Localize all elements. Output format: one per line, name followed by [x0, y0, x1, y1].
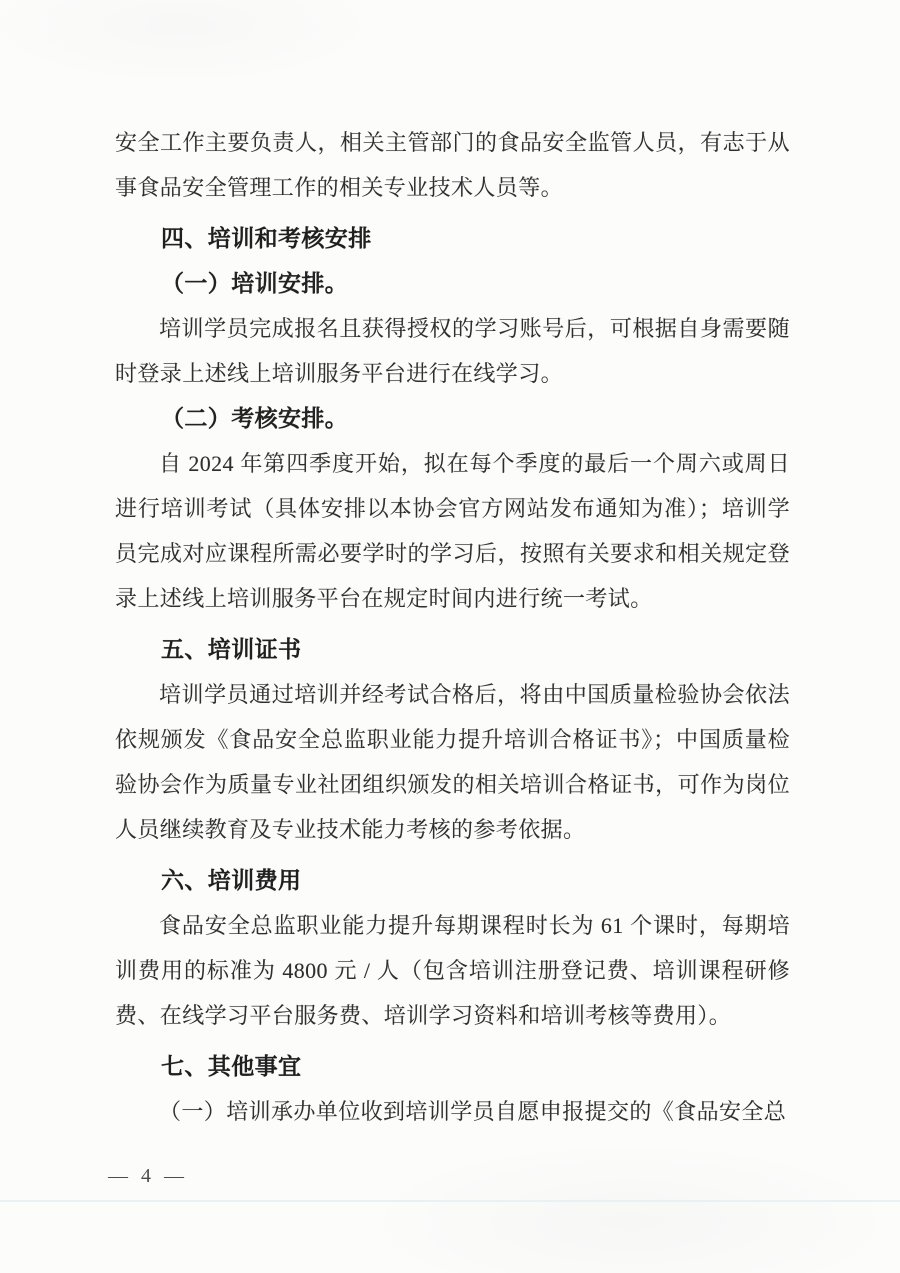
document-body: [115, 120, 790, 1134]
section-heading-other-matters: 七、其他事宜: [161, 1053, 302, 1079]
body-paragraph-training-arrangement: 培训学员完成报名且获得授权的学习账号后，可根据自身需要随时登录上述线上培训服务平台进行在线学习。: [115, 316, 790, 386]
body-paragraph-fees: 食品安全总监职业能力提升每期课程时长为 61 个课时，每期培训费用的标准为 4800 元 / 人（包含培训注册登记费、培训课程研修费、在线学习平台服务费、培训学习资料和培训考核等费用）。: [115, 913, 790, 1028]
body-paragraph-certificate: 培训学员通过培训并经考试合格后，将由中国质量检验协会依法依规颁发《食品安全总监职业能力提升培训合格证书》；中国质量检验协会作为质量专业社团组织颁发的相关培训合格证书，可作为岗位人员继续教育及专业技术能力考核的参考依据。: [115, 682, 790, 842]
paragraph-continuation: 安全工作主要负责人，相关主管部门的食品安全监管人员，有志于从事食品安全管理工作的相关专业技术人员等。: [115, 130, 790, 200]
section-heading-fees: 六、培训费用: [161, 867, 302, 893]
body-paragraph-exam-arrangement: 自 2024 年第四季度开始，拟在每个季度的最后一个周六或周日进行培训考试（具体安排以本协会官方网站发布通知为准）；培训学员完成对应课程所需必要学时的学习后，按照有关要求和相关规定登录上述线上培训服务平台在规定时间内进行统一考试。: [115, 451, 790, 611]
page-number: — 4 —: [108, 1165, 188, 1187]
body-paragraph-other-matters: （一）培训承办单位收到培训学员自愿申报提交的《食品安全总: [159, 1099, 787, 1124]
section-heading-training-and-exam: 四、培训和考核安排: [161, 225, 372, 251]
subsection-heading-exam-arrangement: （二）考核安排。: [161, 406, 349, 431]
scan-fold-line-artifact: [0, 1200, 900, 1202]
section-heading-certificate: 五、培训证书: [161, 636, 302, 662]
subsection-heading-training-arrangement: （一）培训安排。: [161, 271, 349, 296]
